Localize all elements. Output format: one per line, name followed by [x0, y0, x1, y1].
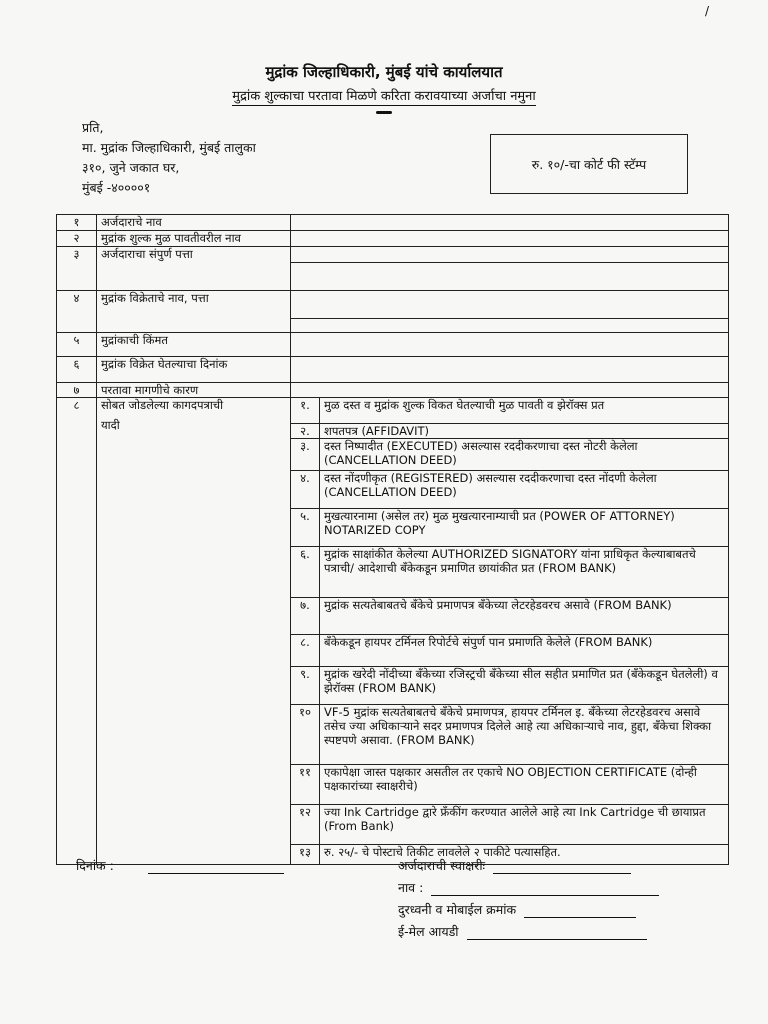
document-text: मुद्रांक खरेदी नोंदीच्या बँकेच्या रजिस्ट्रची बँकेच्या सील सहीत प्रमाणित प्रत (बँकेकडून घेतलेली) व झेरॉक्स (FROM BANK) [320, 667, 729, 705]
document-number: ३. [291, 439, 320, 471]
documents-label-line-2: यादी [101, 418, 120, 432]
document-text: दस्त निष्पादीत (EXECUTED) असल्यास रददीकरणाचा दस्त नोटरी केलेला (CANCELLATION DEED) [320, 439, 729, 471]
document-number: १३ [291, 845, 320, 865]
document-text: VF-5 मुद्रांक सत्यतेबाबतचे बँकेचे प्रमाणपत्र, हायपर टर्मिनल इ. बँकेच्या लेटरहेडवरच असावे तसेच ज्या अधिकाऱ्याने सदर प्रमाणपत्र दिलेले आहे त्या अधिकाऱ्याचे नाव, हुद्दा, बँकेचा शिक्का स्पष्टपणे असावा. (FROM BANK) [320, 705, 729, 765]
field-label-stamp-value: मुद्रांकाची किंमत [97, 333, 291, 357]
documents-label-line-1: सोबत जोडलेल्या कागदपत्राची [101, 398, 224, 412]
field-label-purchase-date: मुद्रांक विक्रेत घेतल्याचा दिनांक [97, 357, 291, 383]
page-subtitle [0, 86, 768, 104]
document-number: ५. [291, 509, 320, 547]
field-number: ८ [57, 398, 97, 865]
field-number: १ [57, 215, 97, 231]
address-line-3: ३१०, जुने जकात घर, [82, 160, 180, 175]
field-number: ३ [57, 247, 97, 291]
documents-list-label [97, 398, 291, 865]
document-number: ६. [291, 547, 320, 598]
signature-input-line[interactable] [493, 861, 631, 874]
document-number: ७. [291, 598, 320, 635]
document-number: २. [291, 424, 320, 439]
email-field [398, 923, 647, 940]
date-input-line[interactable] [148, 861, 284, 874]
address-line-4: मुंबई -४००००१ [82, 180, 151, 195]
document-number: ९. [291, 667, 320, 705]
recipient-address [82, 118, 256, 198]
field-row [57, 333, 729, 357]
applicant-name-input[interactable] [291, 215, 729, 231]
address-line-1: प्रति, [82, 120, 104, 135]
field-number: ५ [57, 333, 97, 357]
document-text: शपतपत्र (AFFIDAVIT) [320, 424, 729, 439]
document-number: १. [291, 398, 320, 424]
date-field [76, 857, 284, 874]
subtitle-text: मुद्रांक शुल्काचा परतावा मिळणे करिता करावयाच्या अर्जाचा नमुना [232, 89, 536, 104]
document-number: ४. [291, 471, 320, 509]
document-text: एकापेक्षा जास्त पक्षकार असतील तर एकाचे NO OBJECTION CERTIFICATE (दोन्ही पक्षकारांच्या स्वाक्षरीचे) [320, 765, 729, 805]
field-number: ४ [57, 291, 97, 333]
phone-label: दुरध्वनी व मोबाईल क्रमांक [398, 902, 517, 917]
field-label-receipt-name: मुद्रांक शुल्क मुळ पावतीवरील नाव [97, 231, 291, 247]
field-label-address: अर्जदाराचा संपुर्ण पत्ता [97, 247, 291, 291]
field-label-applicant-name: अर्जदाराचे नाव [97, 215, 291, 231]
field-label-refund-reason: परतावा मागणीचे कारण [97, 383, 291, 398]
vendor-input-line-1[interactable] [291, 291, 729, 319]
field-number: ६ [57, 357, 97, 383]
document-text: दस्त नोंदणीकृत (REGISTERED) असल्यास रददीकरणाचा दस्त नोंदणी केलेला (CANCELLATION DEED) [320, 471, 729, 509]
document-text: मुद्रांक साक्षांकीत केलेल्या AUTHORIZED SIGNATORY यांना प्राधिकृत केल्याबाबतचे पत्राची/ आदेशाची बँकेकडून प्रमाणित छायांकीत प्रत (FROM BANK) [320, 547, 729, 598]
document-text: मुखत्यारनामा (असेल तर) मुळ मुखत्यारनाम्याची प्रत (POWER OF ATTORNEY) NOTARIZED COPY [320, 509, 729, 547]
phone-field [398, 901, 636, 918]
receipt-name-input[interactable] [291, 231, 729, 247]
vendor-input-line-2[interactable] [291, 319, 729, 333]
document-number: ८. [291, 635, 320, 667]
phone-input-line[interactable] [524, 905, 636, 918]
address-line-2: मा. मुद्रांक जिल्हाधिकारी, मुंबई तालुका [82, 140, 256, 155]
application-table [56, 214, 729, 865]
field-label-vendor: मुद्रांक विक्रेताचे नाव, पत्ता [97, 291, 291, 333]
document-text: रु. २५/- चे पोस्टाचे तिकीट लावलेले २ पाकीटे पत्यासहित. [320, 845, 729, 865]
document-text: बँकेकडून हायपर टर्मिनल रिपोर्टचे संपुर्ण पान प्रमाणति केलेले (FROM BANK) [320, 635, 729, 667]
signature-field [398, 857, 631, 874]
name-label: नाव : [398, 880, 424, 895]
field-number: २ [57, 231, 97, 247]
name-field [398, 879, 659, 896]
document-number: १२ [291, 805, 320, 845]
document-text: मुद्रांक सत्यतेबाबतचे बँकेचे प्रमाणपत्र बँकेच्या लेटरहेडवरच असावे (FROM BANK) [320, 598, 729, 635]
field-row [57, 357, 729, 383]
corner-mark: / [705, 4, 710, 18]
document-row [57, 398, 729, 424]
document-text: मुळ दस्त व मुद्रांक शुल्क विकत घेतल्याची मुळ पावती व झेरॉक्स प्रत [320, 398, 729, 424]
stamp-label: रु. १०/-चा कोर्ट फी स्टॅम्प [531, 156, 647, 172]
field-row [57, 247, 729, 263]
court-fee-stamp-box [490, 134, 688, 194]
signature-label: अर्जदाराची स्वाक्षरीः [398, 858, 486, 873]
document-number: १० [291, 705, 320, 765]
address-input-line-2[interactable] [291, 263, 729, 291]
document-text: ज्या Ink Cartridge द्वारे फ्रँकींग करण्यात आलेले आहे त्या Ink Cartridge ची छायाप्रत (From Bank) [320, 805, 729, 845]
date-label: दिनांक : [76, 858, 114, 873]
page-title: मुद्रांक जिल्हाधिकारी, मुंबई यांचे कार्यालयात [265, 63, 503, 81]
field-row [57, 383, 729, 398]
field-row [57, 231, 729, 247]
email-label: ई-मेल आयडी [398, 924, 459, 939]
stamp-value-input[interactable] [291, 333, 729, 357]
purchase-date-input[interactable] [291, 357, 729, 383]
email-input-line[interactable] [467, 927, 647, 940]
field-row [57, 215, 729, 231]
address-input-line-1[interactable] [291, 247, 729, 263]
name-input-line[interactable] [431, 883, 659, 896]
field-number: ७ [57, 383, 97, 398]
field-row [57, 291, 729, 319]
document-number: ११ [291, 765, 320, 805]
refund-reason-input[interactable] [291, 383, 729, 398]
title-dash-divider [376, 111, 392, 114]
